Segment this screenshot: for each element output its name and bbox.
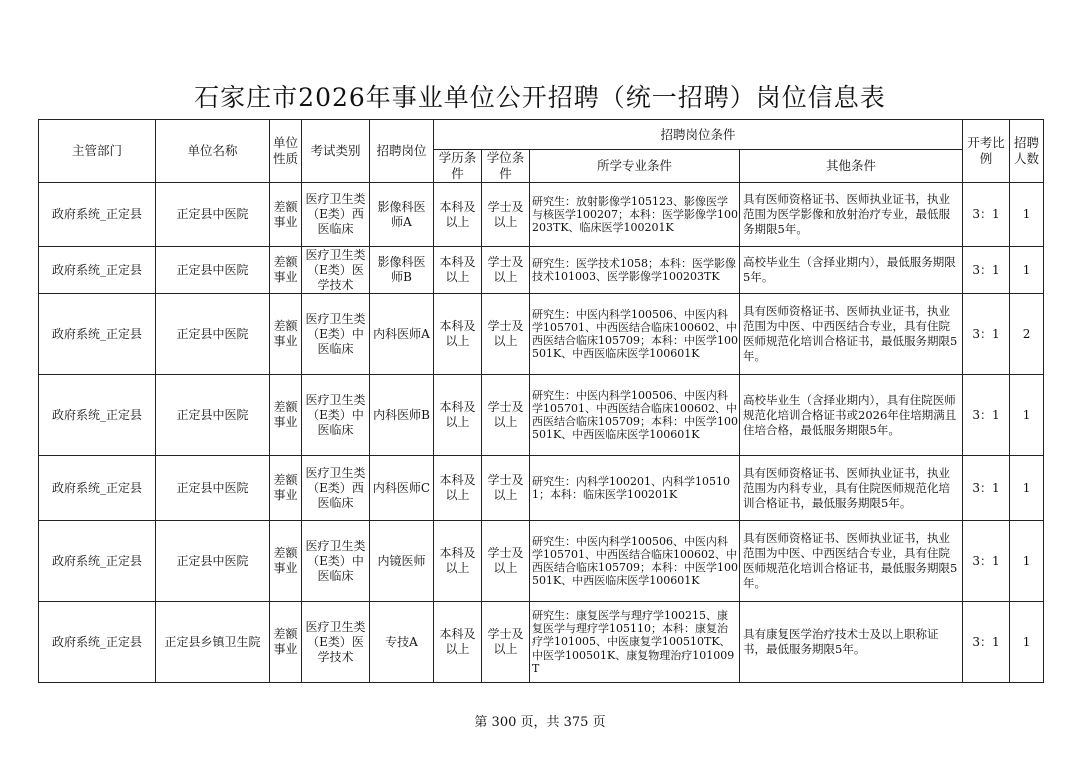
cell-nature: 差额事业 xyxy=(270,183,302,247)
cell-education: 本科及以上 xyxy=(434,521,482,602)
header-dept: 主管部门 xyxy=(39,120,156,183)
header-education: 学历条件 xyxy=(434,150,482,183)
cell-nature: 差额事业 xyxy=(270,521,302,602)
cell-education: 本科及以上 xyxy=(434,294,482,375)
page-number-footer: 第 300 页，共 375 页 xyxy=(474,715,606,730)
cell-post: 内镜医师 xyxy=(370,521,434,602)
cell-post: 内科医师A xyxy=(370,294,434,375)
cell-unit: 正定县中医院 xyxy=(156,294,270,375)
cell-other: 具有医师资格证书、医师执业证书，执业范围为内科专业，具有住院医师规范化培训合格证书，最低服务期限5年。 xyxy=(740,456,963,521)
table-row xyxy=(39,247,1044,294)
header-major: 所学专业条件 xyxy=(530,150,740,183)
cell-major: 研究生：中医内科学100506、中医内科学105701、中西医结合临床100602、中西医结合临床105709；本科：中医学100501K、中西医临床医学100601K xyxy=(530,294,740,375)
cell-degree: 学士及以上 xyxy=(482,456,530,521)
cell-major: 研究生：医学技术1058；本科：医学影像技术101003、医学影像学100203TK xyxy=(530,247,740,294)
header-other: 其他条件 xyxy=(740,150,963,183)
header-conditions: 招聘岗位条件 xyxy=(434,120,963,150)
cell-major: 研究生：中医内科学100506、中医内科学105701、中西医结合临床100602、中西医结合临床105709；本科：中医学100501K、中西医临床医学100601K xyxy=(530,375,740,456)
header-count: 招聘人数 xyxy=(1010,120,1044,183)
cell-other: 具有康复医学治疗技术士及以上职称证书，最低服务期限5年。 xyxy=(740,602,963,683)
cell-education: 本科及以上 xyxy=(434,183,482,247)
header-ratio: 开考比例 xyxy=(963,120,1010,183)
table-row xyxy=(39,183,1044,247)
cell-nature: 差额事业 xyxy=(270,456,302,521)
cell-ratio: 3：1 xyxy=(963,183,1010,247)
cell-nature: 差额事业 xyxy=(270,247,302,294)
cell-ratio: 3：1 xyxy=(963,602,1010,683)
cell-exam: 医疗卫生类（E类）西医临床 xyxy=(302,183,370,247)
cell-nature: 差额事业 xyxy=(270,602,302,683)
table-row xyxy=(39,521,1044,602)
cell-other: 具有医师资格证书、医师执业证书，执业范围为中医、中西医结合专业，具有住院医师规范化培训合格证书，最低服务期限5年。 xyxy=(740,521,963,602)
cell-education: 本科及以上 xyxy=(434,456,482,521)
cell-ratio: 3：1 xyxy=(963,456,1010,521)
header-degree: 学位条件 xyxy=(482,150,530,183)
cell-other: 具有医师资格证书、医师执业证书，执业范围为医学影像和放射治疗专业，最低服务期限5年。 xyxy=(740,183,963,247)
header-exam-type: 考试类别 xyxy=(302,120,370,183)
cell-other: 高校毕业生（含择业期内），具有住院医师规范化培训合格证书或2026年住培期满且住培合格，最低服务期限5年。 xyxy=(740,375,963,456)
cell-post: 内科医师B xyxy=(370,375,434,456)
cell-ratio: 3：1 xyxy=(963,294,1010,375)
table-row xyxy=(39,375,1044,456)
cell-nature: 差额事业 xyxy=(270,294,302,375)
cell-nature: 差额事业 xyxy=(270,375,302,456)
cell-unit: 正定县中医院 xyxy=(156,247,270,294)
cell-count: 1 xyxy=(1010,456,1044,521)
cell-degree: 学士及以上 xyxy=(482,294,530,375)
cell-dept: 政府系统_正定县 xyxy=(39,456,156,521)
cell-exam: 医疗卫生类（E类）医学技术 xyxy=(302,247,370,294)
cell-count: 2 xyxy=(1010,294,1044,375)
cell-education: 本科及以上 xyxy=(434,602,482,683)
cell-major: 研究生：中医内科学100506、中医内科学105701、中西医结合临床100602、中西医结合临床105709；本科：中医学100501K、中西医临床医学100601K xyxy=(530,521,740,602)
cell-exam: 医疗卫生类（E类）中医临床 xyxy=(302,521,370,602)
cell-major: 研究生：放射影像学105123、影像医学与核医学100207；本科：医学影像学100203TK、临床医学100201K xyxy=(530,183,740,247)
cell-exam: 医疗卫生类（E类）医学技术 xyxy=(302,602,370,683)
cell-education: 本科及以上 xyxy=(434,247,482,294)
cell-dept: 政府系统_正定县 xyxy=(39,375,156,456)
cell-education: 本科及以上 xyxy=(434,375,482,456)
cell-count: 1 xyxy=(1010,247,1044,294)
cell-degree: 学士及以上 xyxy=(482,247,530,294)
cell-unit: 正定县中医院 xyxy=(156,375,270,456)
cell-ratio: 3：1 xyxy=(963,375,1010,456)
table-row xyxy=(39,294,1044,375)
cell-count: 1 xyxy=(1010,183,1044,247)
cell-degree: 学士及以上 xyxy=(482,375,530,456)
cell-degree: 学士及以上 xyxy=(482,183,530,247)
cell-other: 高校毕业生（含择业期内），最低服务期限5年。 xyxy=(740,247,963,294)
cell-unit: 正定县中医院 xyxy=(156,183,270,247)
header-post: 招聘岗位 xyxy=(370,120,434,183)
cell-dept: 政府系统_正定县 xyxy=(39,294,156,375)
cell-other: 具有医师资格证书、医师执业证书，执业范围为中医、中西医结合专业，具有住院医师规范化培训合格证书，最低服务期限5年。 xyxy=(740,294,963,375)
job-info-table xyxy=(38,119,1044,683)
cell-dept: 政府系统_正定县 xyxy=(39,183,156,247)
cell-exam: 医疗卫生类（E类）西医临床 xyxy=(302,456,370,521)
cell-count: 1 xyxy=(1010,602,1044,683)
cell-degree: 学士及以上 xyxy=(482,521,530,602)
cell-post: 影像科医师A xyxy=(370,183,434,247)
header-unit-nature: 单位性质 xyxy=(270,120,302,183)
table-row xyxy=(39,456,1044,521)
cell-post: 影像科医师B xyxy=(370,247,434,294)
cell-degree: 学士及以上 xyxy=(482,602,530,683)
cell-unit: 正定县中医院 xyxy=(156,521,270,602)
cell-major: 研究生：康复医学与理疗学100215、康复医学与理疗学105110；本科：康复治疗学101005、中医康复学100510TK、中医学100501K、康复物理治疗101009T xyxy=(530,602,740,683)
header-unit: 单位名称 xyxy=(156,120,270,183)
cell-dept: 政府系统_正定县 xyxy=(39,521,156,602)
page-title: 石家庄市2026年事业单位公开招聘（统一招聘）岗位信息表 xyxy=(194,83,886,112)
cell-post: 专技A xyxy=(370,602,434,683)
cell-exam: 医疗卫生类（E类）中医临床 xyxy=(302,375,370,456)
table-row xyxy=(39,602,1044,683)
cell-exam: 医疗卫生类（E类）中医临床 xyxy=(302,294,370,375)
cell-ratio: 3：1 xyxy=(963,521,1010,602)
cell-dept: 政府系统_正定县 xyxy=(39,602,156,683)
cell-unit: 正定县乡镇卫生院 xyxy=(156,602,270,683)
cell-unit: 正定县中医院 xyxy=(156,456,270,521)
cell-major: 研究生：内科学100201、内科学105101；本科：临床医学100201K xyxy=(530,456,740,521)
cell-dept: 政府系统_正定县 xyxy=(39,247,156,294)
cell-count: 1 xyxy=(1010,521,1044,602)
cell-ratio: 3：1 xyxy=(963,247,1010,294)
cell-post: 内科医师C xyxy=(370,456,434,521)
cell-count: 1 xyxy=(1010,375,1044,456)
